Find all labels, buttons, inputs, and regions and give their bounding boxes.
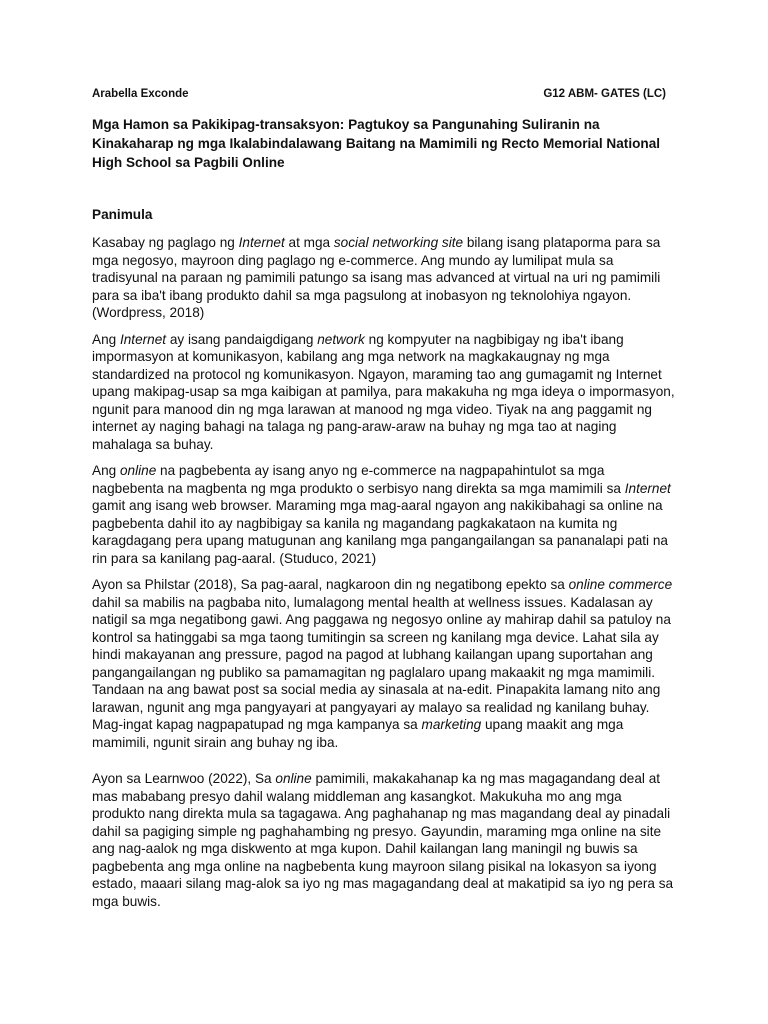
text-run: bilang isang plataporma para sa mga negosyo, mayroon ding paglago ng e-commerce. Ang mundo ay lumilipat mula sa tradisyunal na paraan ng pamimili patungo sa isang mas advanced at virtual na uri ng pamimili para sa iba't ibang produkto dahil sa mga pagsulong at inobasyon ng teknolohiya ngayon. (Wordpress, 2018) [92, 235, 661, 320]
document-page [92, 86, 678, 919]
text-run: ng kompyuter na nagbibigay ng iba't ibang impormasyon at komunikasyon, kabilang ang mga network na magkakaugnay ng mga standardized na protocol ng komunikasyon. Ngayon, maraming tao ang gumagamit ng Internet upang makipag-usap sa mga kaibigan at pamilya, para makakuha ng mga ideya o impormasyon, ngunit para manood din ng mga larawan at manood ng mga video. Tiyak na ang paggamit ng internet ay naging bahagi na talaga ng pang-araw-araw na buhay ng mga tao at naging mahalaga sa buhay. [92, 331, 675, 452]
text-run: at mga [284, 235, 334, 250]
author-name: Arabella Exconde [92, 88, 189, 100]
italic-term: Internet [624, 480, 671, 496]
body-text [92, 234, 678, 910]
italic-term: online commerce [568, 577, 673, 592]
text-run: na pagbebenta ay isang anyo ng e-commerce na nagpapahintulot sa mga nagbebenta na magbenta ng mga produkto o serbisyo nang direkta sa mga mamimili sa [92, 463, 625, 496]
body-paragraph [92, 576, 678, 751]
text-run: Kasabay ng paglago ng [92, 235, 239, 250]
italic-term: Internet [119, 331, 167, 347]
body-paragraph [92, 234, 678, 322]
body-paragraph [92, 462, 678, 567]
body-paragraph [92, 331, 678, 454]
text-run: Ayon sa Philstar (2018), Sa pag-aaral, nagkaroon din ng negatibong epekto sa [92, 577, 569, 592]
text-run: Ayon sa Learnwoo (2022), Sa [92, 771, 276, 786]
document-header [92, 86, 678, 102]
text-run: Ang [92, 463, 120, 478]
italic-term: network [317, 331, 365, 347]
text-run: upang maakit ang mga mamimili, ngunit sirain ang buhay ng iba. [92, 717, 624, 750]
text-run: pamimili, makakahanap ka ng mas magagandang deal at mas mababang presyo dahil walang middleman ang kasangkot. Makukuha mo ang mga produkto nang direkta mula sa tagagawa. Ang paghahanap ng mas magandang deal ay pinadali dahil sa pagiging simple ng paghahambing ng presyo. Gayundin, maraming mga online na site ang nag-aalok ng mga diskwento at mga kupon. Dahil kailangan lang maningil ng buwis sa pagbebenta ang mga online na nagbebenta kung mayroon silang pisikal na lokasyon sa iyong estado, maaari silang mag-alok sa iyo ng mas magagandang deal at makatipid sa iyo ng pera sa mga buwis. [92, 771, 674, 909]
grade-section: G12 ABM- GATES (LC) [543, 88, 666, 100]
document-title: Mga Hamon sa Pakikipag-transaksyon: Pagtukoy sa Pangunahing Suliranin na Kinakaharap ng mga Ikalabindalawang Baitang na Mamimili ng Recto Memorial National High School sa Pagbili Online [92, 117, 661, 170]
italic-term: social networking site [333, 235, 464, 250]
text-run: dahil sa mabilis na pagbaba nito, lumalagong mental health at wellness issues. Kadalasan ay natigil sa mga negatibong gawi. Ang paggawa ng negosyo online ay mahirap dahil sa patuloy na kontrol sa hatinggabi sa mga taong tumitingin sa screen ng kanilang mga device. Lahat sila ay hindi makayanan ang pressure, pagod na pagod at lubhang kailangan upang suportahan ang pangangailangan ng publiko sa pamamagitan ng paglalaro upang makaakit ng mga mamimili. Tandaan na ang bawat post sa social media ay sinasala at na-edit. Pinapakita lamang nito ang larawan, ngunit ang mga pangyayari at pangyayari ay malayo sa realidad ng kanilang buhay. Mag-ingat kapag nagpapatupad ng mga kampanya sa [92, 594, 671, 732]
italic-term: online [275, 771, 312, 786]
text-run: ay isang pandaigdigang [166, 331, 318, 347]
text-run: Ang [92, 331, 120, 347]
body-paragraph [92, 770, 678, 910]
italic-term: marketing [421, 717, 482, 732]
italic-term: Internet [238, 235, 285, 250]
italic-term: online [119, 463, 157, 478]
text-run: gamit ang isang web browser. Maraming mga mag-aaral ngayon ang nakikibahagi sa online na pagbebenta dahil ito ay nagbibigay sa kanila ng magandang pagkakataon na kumita ng karagdagang pera upang matugunan ang kanilang mga pangangailangan sa pananalapi pati na rin para sa kanilang pag-aaral. (Studuco, 2021) [92, 498, 668, 566]
section-heading: Panimula [92, 207, 153, 222]
